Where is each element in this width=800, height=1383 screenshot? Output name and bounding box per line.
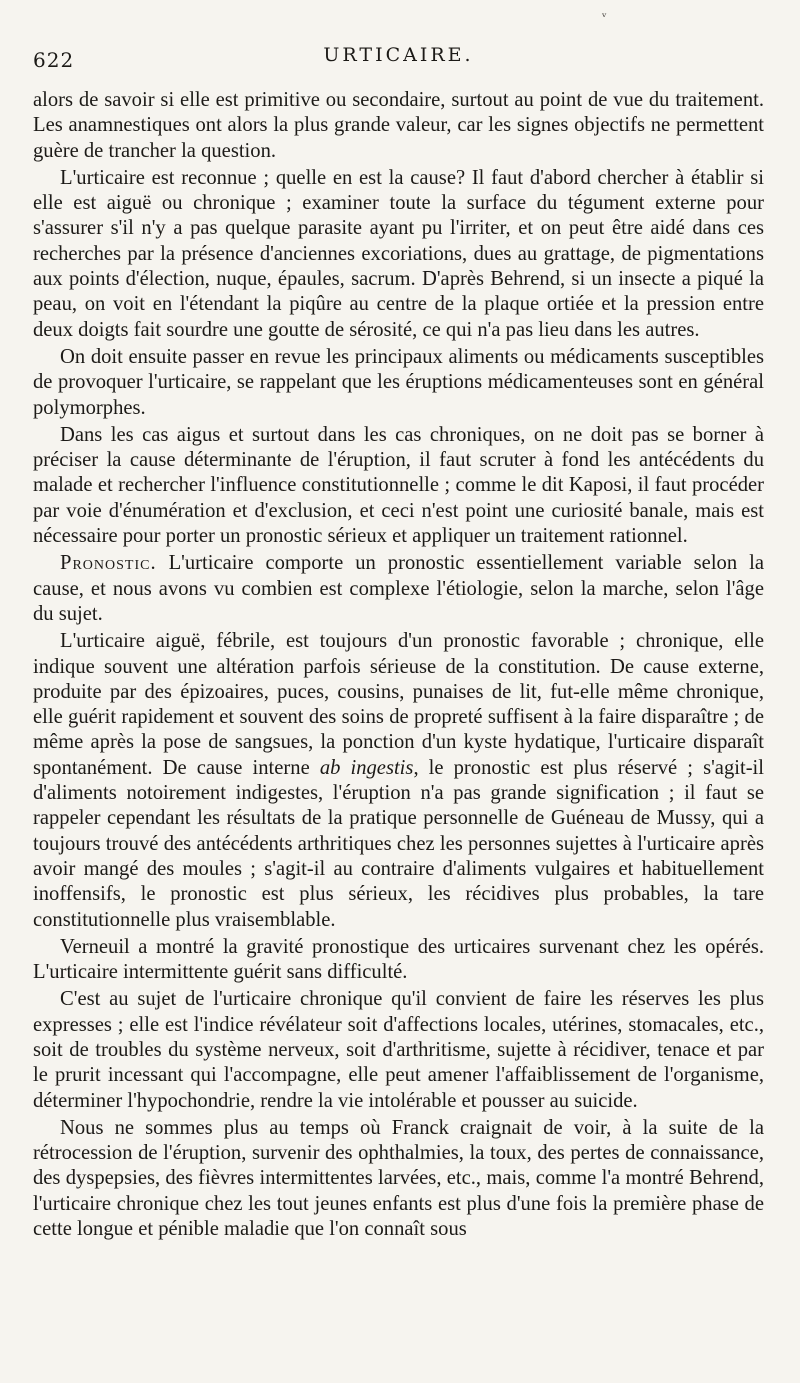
paragraph-6-part-a: L'urticaire aiguë, fébrile, est toujours d'un pronostic favorable ; chronique, elle indique souvent une altération parfois sérieuse de la constitution. De cause externe, produite par des épizoaires, puces, cousins, punaises de lit, fut-elle même chronique, elle guérit rapidement et souvent des soins de propreté suffisent à la faire disparaître ; de même après la pose de sangsues, la ponction d'un kyste hydatique, l'urticaire disparaît spontanément. De cause interne <box>33 630 764 779</box>
section-lead-pronostic: Pronostic. <box>60 552 157 575</box>
page-number: 622 <box>33 48 75 72</box>
paragraph-6 <box>33 629 764 933</box>
printer-mark: ᵥ <box>602 6 607 20</box>
paragraph-prognosis <box>33 551 764 627</box>
running-title: URTICAIRE. <box>323 44 474 66</box>
paragraph-3: On doit ensuite passer en revue les principaux aliments ou médicaments susceptibles de provoquer l'urticaire, se rappelant que les éruptions médicamenteuses sont en général polymorphes. <box>33 345 764 419</box>
latin-phrase: ab ingestis <box>319 756 414 779</box>
running-head <box>33 44 764 84</box>
paragraph-2: L'urticaire est reconnue ; quelle en est la cause? Il faut d'abord chercher à établir si elle est aiguë ou chronique ; examiner toute la surface du tégument externe pour s'assurer s'il n'y a pas quelque parasite ayant pu l'irriter, et on peut être aidé dans ces recherches par la présence d'anciennes excoriations, dues au grattage, de pigmentations aux points d'élection, nuque, épaules, sacrum. D'après Behrend, si un insecte a piqué la peau, on voit en l'étendant la piqûre au centre de la plaque ortiée et la pression entre deux doigts fait sourdre une goutte de sérosité, ce qui n'a pas lieu dans les autres. <box>33 166 764 341</box>
paragraph-8: C'est au sujet de l'urticaire chronique qu'il convient de faire les réserves les plus expresses ; elle est l'indice révélateur soit d'affections locales, utérines, stomacales, etc., soit de troubles du système nerveux, soit d'arthritisme, sujette à récidiver, tenace et par le prurit incessant qui l'accompagne, elle peut amener l'affaiblissement de l'organisme, déterminer l'hypochondrie, rendre la vie intolérable et pousser au suicide. <box>33 988 764 1112</box>
paragraph-7: Verneuil a montré la gravité pronostique des urticaires survenant chez les opérés. L'urticaire intermittente guérit sans difficulté. <box>33 935 764 984</box>
paragraph-4: Dans les cas aigus et surtout dans les cas chroniques, on ne doit pas se borner à préciser la cause déterminante de l'éruption, il faut scruter à fond les antécédents du malade et rechercher l'influence constitutionnelle ; comme le dit Kaposi, il faut procéder par voie d'énumération et d'exclusion, et ceci n'est point une curiosité banale, mais est nécessaire pour porter un pronostic sérieux et appliquer un traitement rationnel. <box>33 423 764 548</box>
paragraph-9: Nous ne sommes plus au temps où Franck craignait de voir, à la suite de la rétrocession de l'éruption, survenir des ophthalmies, la toux, des pertes de connaissance, des dyspepsies, des fièvres intermittentes larvées, etc., mais, comme l'a montré Behrend, l'urticaire chronique chez les tout jeunes enfants est plus d'une fois la première phase de cette longue et pénible maladie que l'on connaît sous <box>33 1116 764 1241</box>
body-text <box>33 88 764 1242</box>
paragraph-1: alors de savoir si elle est primitive ou secondaire, surtout au point de vue du traitement. Les anamnestiques ont alors la plus grande valeur, car les signes objectifs ne permettent guère de trancher la question. <box>33 89 764 162</box>
paragraph-5-text: L'urticaire comporte un pronostic essentiellement variable selon la cause, et nous avons vu combien est complexe l'étiologie, selon la marche, selon l'âge du sujet. <box>33 552 764 625</box>
paragraph-6-part-b: , le pronostic est plus réservé ; s'agit-il d'aliments notoirement indigestes, l'éruption n'a pas grande signification ; il faut se rappeler cependant les résultats de la pratique personnelle de Guéneau de Mussy, qui a toujours trouvé des antécédents arthritiques chez les personnes sujettes à l'urticaire après avoir mangé des moules ; s'agit-il au contraire d'aliments vulgaires et habituellement inoffensifs, le pronostic est plus sérieux, les récidives plus probables, la tare constitutionnelle plus vraisemblable. <box>33 756 764 931</box>
